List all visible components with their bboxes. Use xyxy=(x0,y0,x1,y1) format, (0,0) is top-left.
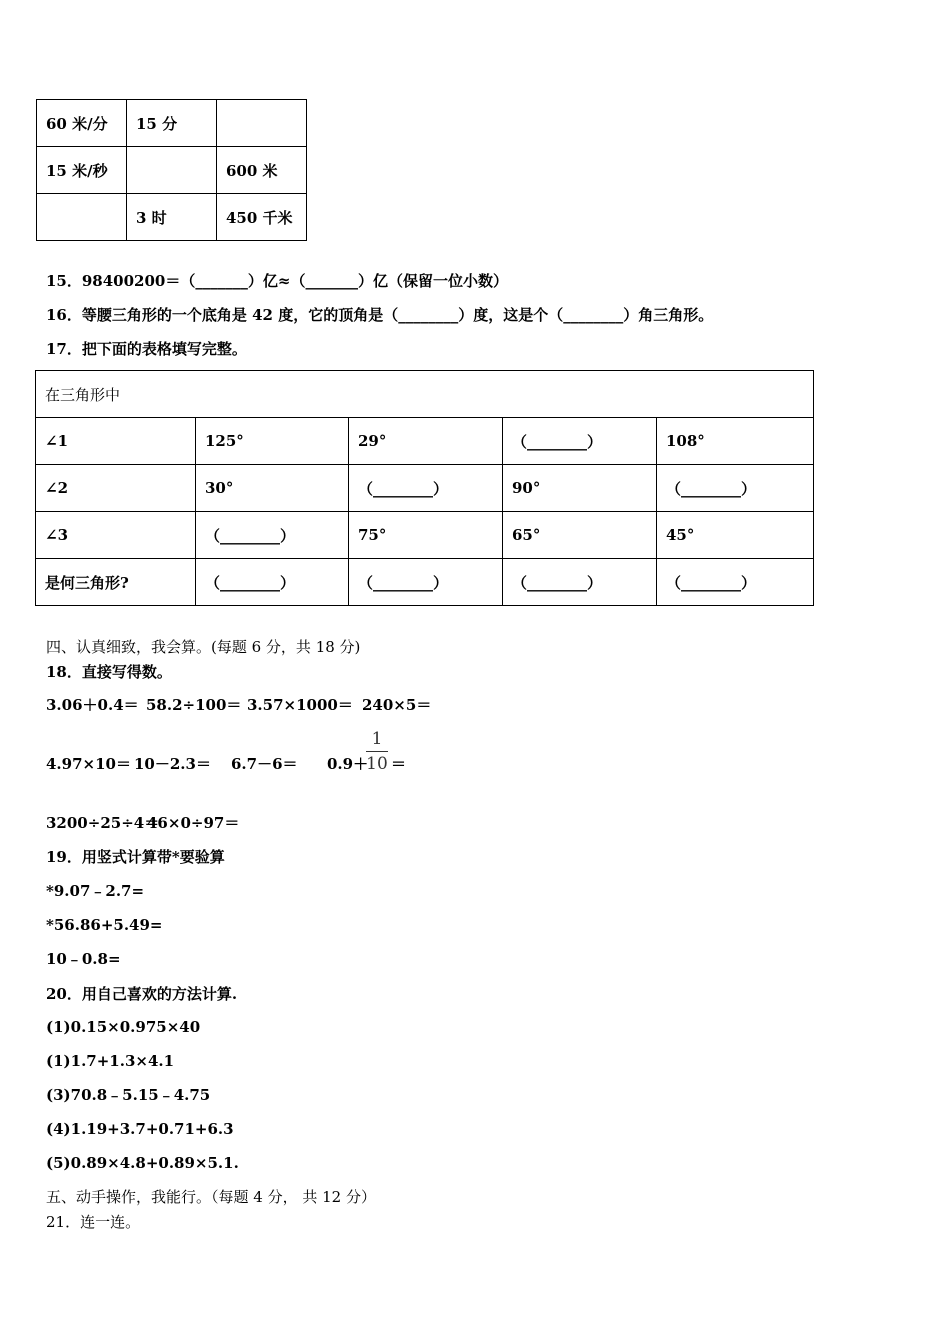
table-header-cell: 在三角形中 xyxy=(36,371,814,418)
table-cell: 15 分 xyxy=(127,100,217,147)
speed-table xyxy=(36,99,307,241)
table-cell: （________） xyxy=(657,465,814,512)
table-cell: ∠1 xyxy=(36,418,196,465)
calc-item: 3.06＋0.4＝ xyxy=(46,696,139,714)
angle-table xyxy=(35,370,814,606)
calc-item: 3200÷25÷4＝ xyxy=(46,814,160,832)
calc-item: 4.97×10＝ xyxy=(46,755,131,773)
table-cell: 45° xyxy=(657,512,814,559)
table-cell: 65° xyxy=(503,512,657,559)
table-header-row xyxy=(36,371,814,418)
table-cell: （________） xyxy=(657,559,814,606)
table-cell: （________） xyxy=(196,559,349,606)
table-cell: （________） xyxy=(349,465,503,512)
q20-item: (4)1.19+3.7+0.71+6.3 xyxy=(46,1120,234,1138)
table-cell: 108° xyxy=(657,418,814,465)
calc-item: ＝ xyxy=(391,755,407,773)
table-cell: 125° xyxy=(196,418,349,465)
table-row xyxy=(36,559,814,606)
table-cell: 29° xyxy=(349,418,503,465)
table-cell: （________） xyxy=(349,559,503,606)
table-row xyxy=(36,512,814,559)
table-cell: （________） xyxy=(503,418,657,465)
table-row xyxy=(37,194,307,241)
question-15: 15．98400200＝（_______）亿≈（_______）亿（保留一位小数） xyxy=(46,272,508,290)
table-cell: ∠2 xyxy=(36,465,196,512)
calc-item: 240×5＝ xyxy=(362,696,432,714)
table-cell: 15 米/秒 xyxy=(37,147,127,194)
table-cell: 60 米/分 xyxy=(37,100,127,147)
q19-item: 10﹣0.8= xyxy=(46,950,121,968)
table-cell xyxy=(127,147,217,194)
table-cell xyxy=(37,194,127,241)
table-cell: （________） xyxy=(503,559,657,606)
question-18: 18．直接写得数。 xyxy=(46,663,172,681)
fraction-bar xyxy=(366,751,388,752)
fraction-one-tenth xyxy=(366,728,388,775)
table-cell: 30° xyxy=(196,465,349,512)
question-21: 21．连一连。 xyxy=(46,1213,141,1231)
table-row xyxy=(36,418,814,465)
calc-item: 0.9＋ xyxy=(327,755,369,773)
section-5-heading: 五、动手操作，我能行。（每题 4 分， 共 12 分） xyxy=(46,1188,376,1206)
q20-item: (1)0.15×0.975×40 xyxy=(46,1018,201,1036)
table-cell: ∠3 xyxy=(36,512,196,559)
table-cell: 450 千米 xyxy=(217,194,307,241)
table-row xyxy=(37,100,307,147)
table-row xyxy=(36,465,814,512)
question-20: 20．用自己喜欢的方法计算. xyxy=(46,985,238,1003)
calc-item: 3.57×1000＝ xyxy=(247,696,353,714)
table-row xyxy=(37,147,307,194)
calc-item: 46×0÷97＝ xyxy=(147,814,240,832)
table-cell: （________） xyxy=(196,512,349,559)
calc-item: 58.2÷100＝ xyxy=(146,696,242,714)
fraction-denominator: 10 xyxy=(366,754,388,774)
question-16: 16．等腰三角形的一个底角是 42 度，它的顶角是（________）度，这是个（________）角三角形。 xyxy=(46,306,714,324)
table-cell: 90° xyxy=(503,465,657,512)
table-cell: 600 米 xyxy=(217,147,307,194)
question-17: 17．把下面的表格填写完整。 xyxy=(46,340,247,358)
q19-item: *56.86+5.49= xyxy=(46,916,163,934)
calc-item: 10－2.3＝ xyxy=(134,755,211,773)
calc-item: 6.7－6＝ xyxy=(231,755,298,773)
table-cell: 是何三角形? xyxy=(36,559,196,606)
table-cell: 3 时 xyxy=(127,194,217,241)
q20-item: (1)1.7+1.3×4.1 xyxy=(46,1052,175,1070)
fraction-numerator: 1 xyxy=(371,729,383,749)
table-cell xyxy=(217,100,307,147)
section-4-heading: 四、认真细致，我会算。(每题 6 分，共 18 分) xyxy=(46,638,361,656)
q19-item: *9.07﹣2.7= xyxy=(46,882,145,900)
question-19: 19．用竖式计算带*要验算 xyxy=(46,848,225,866)
q20-item: (5)0.89×4.8+0.89×5.1. xyxy=(46,1154,239,1172)
q20-item: (3)70.8﹣5.15﹣4.75 xyxy=(46,1086,211,1104)
table-cell: 75° xyxy=(349,512,503,559)
